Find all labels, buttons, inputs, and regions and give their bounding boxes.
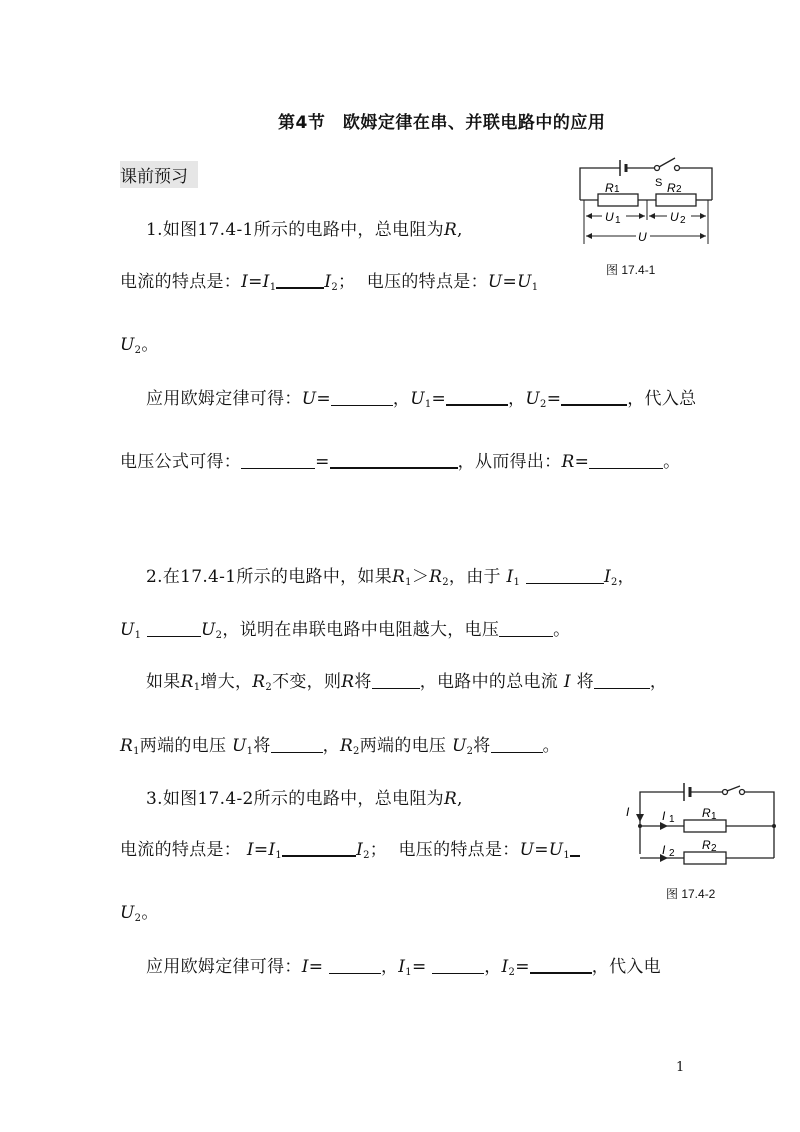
u2-sub: 2 (680, 215, 686, 226)
circuit-figure-series (572, 148, 722, 248)
r2-label-2: R (702, 838, 711, 852)
q2-voltage-line: $R_1$两端的电压 $U_1$将 ，$R_2$两端的电压 $U_2$将 。 (120, 736, 560, 757)
page-number: 1 (676, 1060, 685, 1075)
u1-sub: 1 (615, 215, 621, 226)
i1-sub: 1 (669, 814, 675, 825)
r1-label: R (605, 181, 614, 195)
q3-current-line: 电流的特点是： $I=I_1$ $I_2$； 电压的特点是：$U=U_1$ (120, 835, 580, 861)
figure-caption-1: 图 17.4-1 (606, 263, 656, 277)
q1-current-line: 电流的特点是：$I=I_1$ $I_2$； 电压的特点是：$U=U_1$ (120, 272, 539, 293)
i-label: I (626, 805, 630, 819)
r1-sub-2: 1 (711, 811, 717, 822)
r1-label-2: R (702, 806, 711, 820)
u-label: U (638, 230, 647, 244)
q2-conclusion-line: $U_1$ $U_2$，说明在串联电路中电阻越大，电压 。 (120, 620, 571, 641)
q3-u2-line: $U_2$。 (120, 903, 159, 924)
q1-ohm-line: 应用欧姆定律可得：U= ，$U_1=$ ，$U_2=$ ，代入总 (146, 389, 697, 410)
q2-if-line: 如果$R_1$增大，$R_2$不变，则R将 ，电路中的总电流 I 将 ， (146, 672, 668, 693)
i2-label: I (662, 843, 666, 857)
i1-label: I (662, 809, 666, 823)
r2-sub: 2 (676, 184, 682, 195)
page-title: 第4节 欧姆定律在串、并联电路中的应用 (278, 113, 606, 133)
q1-u2-line: $U_2$。 (120, 335, 159, 356)
section-label: 课前预习 (120, 161, 198, 188)
u1-label: U (605, 210, 614, 224)
r1-sub: 1 (614, 184, 620, 195)
r2-label: R (667, 181, 676, 195)
switch-label: S (655, 177, 663, 189)
q2-intro-line: 2.在17.4-1所示的电路中，如果$R_1>R_2$，由于 $I_1$ $I_2$， (146, 567, 635, 588)
circuit-figure-parallel (622, 776, 782, 876)
i2-sub: 2 (669, 848, 675, 859)
q1-formula-line: 电压公式可得： = ，从而得出：R= 。 (120, 452, 681, 472)
figure-caption-2: 图 17.4-2 (666, 887, 716, 901)
q1-intro: 1.如图17.4-1所示的电路中，总电阻为R, (146, 220, 463, 240)
u2-label: U (670, 210, 679, 224)
q3-intro: 3.如图17.4-2所示的电路中，总电阻为R, (146, 789, 463, 809)
r2-sub-2: 2 (711, 843, 717, 854)
q3-ohm-line: 应用欧姆定律可得：I= ，$I_1=$ ，$I_2=$ ，代入电 (146, 957, 661, 978)
